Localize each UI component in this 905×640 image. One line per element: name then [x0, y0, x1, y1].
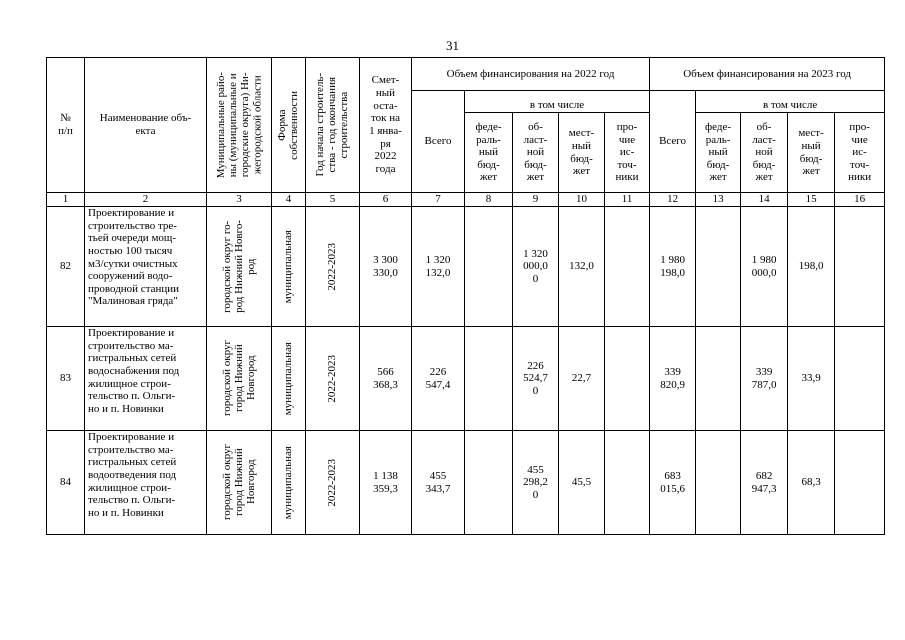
row-other-2023: [835, 327, 885, 431]
row-federal-2023: [696, 431, 741, 535]
row-district: [207, 327, 272, 431]
row-regional-2023: 682 947,3: [741, 431, 788, 535]
header-total-2023: Всего: [650, 91, 696, 193]
column-number: 13: [696, 193, 741, 207]
row-years-text: 2022-2023: [326, 354, 339, 403]
column-number: 8: [465, 193, 513, 207]
row-other-2023: [835, 207, 885, 327]
row-local-2023: 68,3: [788, 431, 835, 535]
row-ownership: [272, 431, 306, 535]
row-district-text: городской округ город Нижний Новгород: [220, 340, 258, 417]
header-fin-2023: Объем финансирования на 2023 год: [650, 58, 885, 91]
row-ownership-text: муниципальная: [282, 229, 295, 304]
column-number: 5: [306, 193, 360, 207]
column-number: 4: [272, 193, 306, 207]
column-number: 11: [605, 193, 650, 207]
column-number: 1: [47, 193, 85, 207]
row-regional-2023: 1 980 000,0: [741, 207, 788, 327]
column-number: 2: [85, 193, 207, 207]
row-years: [306, 431, 360, 535]
header-ownership-text: Форма собственности: [276, 90, 301, 160]
row-estimate: 3 300 330,0: [360, 207, 412, 327]
row-district: [207, 207, 272, 327]
row-local-2023: 198,0: [788, 207, 835, 327]
row-regional-2023: 339 787,0: [741, 327, 788, 431]
header-name: Наименование объ- екта: [85, 58, 207, 193]
table-row: [47, 327, 885, 431]
header-federal-2022: феде- раль- ный бюд- жет: [465, 113, 513, 193]
column-number: 6: [360, 193, 412, 207]
row-ownership: [272, 207, 306, 327]
row-local-2022: 45,5: [559, 431, 605, 535]
row-total-2022: 1 320 132,0: [412, 207, 465, 327]
row-federal-2022: [465, 207, 513, 327]
row-regional-2022: 226 524,7 0: [513, 327, 559, 431]
row-other-2022: [605, 207, 650, 327]
row-regional-2022: 455 298,2 0: [513, 431, 559, 535]
column-number: 12: [650, 193, 696, 207]
row-ownership: [272, 327, 306, 431]
header-num: № п/п: [47, 58, 85, 193]
table-row: [47, 207, 885, 327]
row-local-2022: 132,0: [559, 207, 605, 327]
row-total-2023: 683 015,6: [650, 431, 696, 535]
table-row: [47, 431, 885, 535]
header-federal-2023: феде- раль- ный бюд- жет: [696, 113, 741, 193]
header-district-text: Муниципальные райо- ны (муниципальные и городские округа) Ни- жегородской области: [214, 71, 264, 179]
row-years-text: 2022-2023: [326, 242, 339, 291]
row-total-2023: 339 820,9: [650, 327, 696, 431]
row-district: [207, 431, 272, 535]
row-local-2022: 22,7: [559, 327, 605, 431]
row-federal-2023: [696, 207, 741, 327]
column-numbers-row: [47, 193, 885, 207]
row-name: Проектирование и строительство ма- гистральных сетей водоотведения под жилищное строи- тельство п. Ольги- но и п. Новинки: [85, 431, 207, 535]
row-federal-2023: [696, 327, 741, 431]
header-local-2023: мест- ный бюд- жет: [788, 113, 835, 193]
row-ownership-text: муниципальная: [282, 445, 295, 520]
row-federal-2022: [465, 431, 513, 535]
header-regional-2022: об- ласт- ной бюд- жет: [513, 113, 559, 193]
column-number: 14: [741, 193, 788, 207]
header-regional-2023: об- ласт- ной бюд- жет: [741, 113, 788, 193]
row-total-2023: 1 980 198,0: [650, 207, 696, 327]
header-estimate: Смет- ный оста- ток на 1 янва- ря 2022 года: [360, 58, 412, 193]
row-federal-2022: [465, 327, 513, 431]
column-number: 15: [788, 193, 835, 207]
row-num: 82: [47, 207, 85, 327]
row-total-2022: 226 547,4: [412, 327, 465, 431]
row-years: [306, 207, 360, 327]
row-other-2022: [605, 431, 650, 535]
header-total-2022: Всего: [412, 91, 465, 193]
header-years: [306, 58, 360, 193]
row-years: [306, 327, 360, 431]
page-number: 31: [446, 38, 459, 53]
header-local-2022: мест- ный бюд- жет: [559, 113, 605, 193]
column-number: 10: [559, 193, 605, 207]
column-number: 7: [412, 193, 465, 207]
row-local-2023: 33,9: [788, 327, 835, 431]
column-number: 9: [513, 193, 559, 207]
row-district-text: городской округ город Нижний Новгород: [220, 444, 258, 521]
row-total-2022: 455 343,7: [412, 431, 465, 535]
row-num: 84: [47, 431, 85, 535]
header-other-2023: про- чие ис- точ- ники: [835, 113, 885, 193]
header-fin-2022: Объем финансирования на 2022 год: [412, 58, 650, 91]
row-name: Проектирование и строительство ма- гистральных сетей водоснабжения под жилищное строи- тельство п. Ольги- но и п. Новинки: [85, 327, 207, 431]
header-district: [207, 58, 272, 193]
column-number: 3: [207, 193, 272, 207]
header-including-2023: в том числе: [696, 91, 885, 113]
row-ownership-text: муниципальная: [282, 341, 295, 416]
header-years-text: Год начала строитель- ства - год окончания строительства: [314, 73, 351, 177]
row-other-2022: [605, 327, 650, 431]
row-district-text: городской округ го- род Нижний Новго- род: [220, 220, 258, 313]
row-other-2023: [835, 431, 885, 535]
row-estimate: 566 368,3: [360, 327, 412, 431]
row-regional-2022: 1 320 000,0 0: [513, 207, 559, 327]
row-num: 83: [47, 327, 85, 431]
row-name: Проектирование и строительство тре- тьей очереди мощ- ностью 100 тысяч м3/сутки очистных сооружений водо- проводной станции "Малиновая гряда": [85, 207, 207, 327]
row-years-text: 2022-2023: [326, 458, 339, 507]
header-ownership: [272, 58, 306, 193]
financing-table: [46, 57, 885, 535]
header-other-2022: про- чие ис- точ- ники: [605, 113, 650, 193]
header-including-2022: в том числе: [465, 91, 650, 113]
column-number: 16: [835, 193, 885, 207]
row-estimate: 1 138 359,3: [360, 431, 412, 535]
